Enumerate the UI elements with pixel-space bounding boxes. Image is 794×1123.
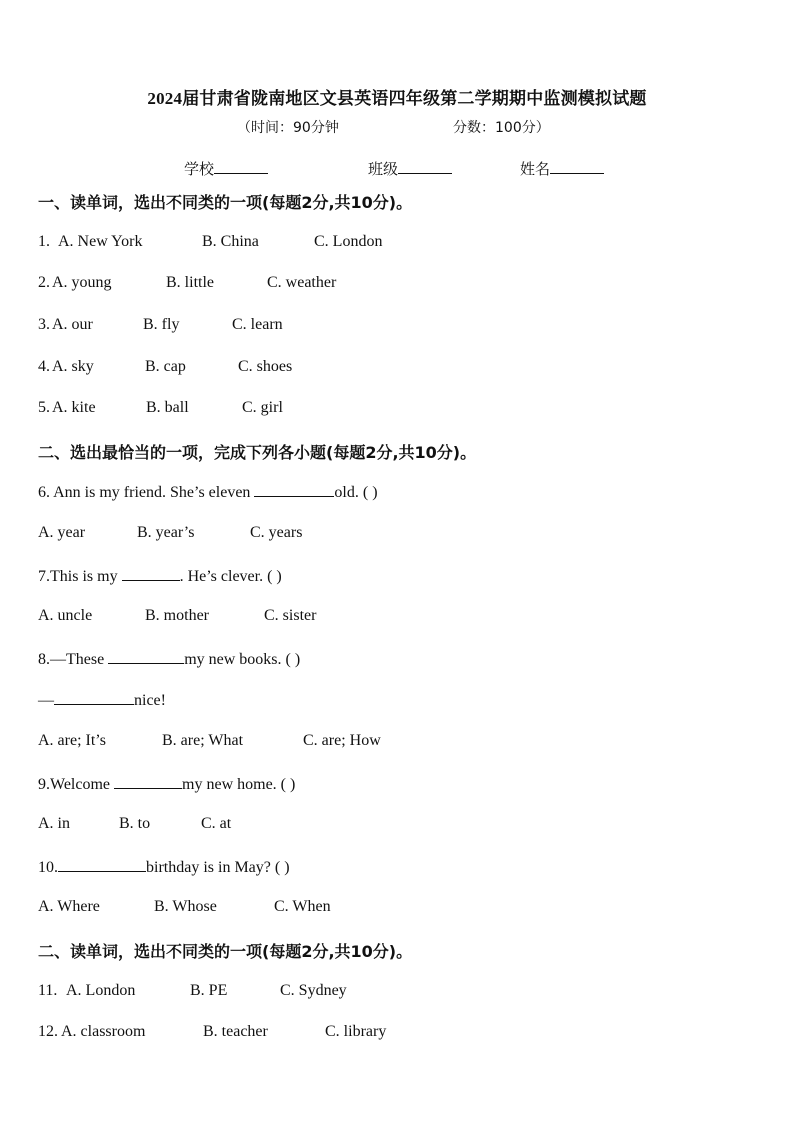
option-b: B. little xyxy=(166,274,214,291)
question-number: 1. xyxy=(38,233,50,250)
option-c: C. at xyxy=(201,815,232,832)
option-c: C. weather xyxy=(267,274,337,291)
question-number: 5. xyxy=(38,399,50,416)
name-blank xyxy=(550,159,604,174)
option-b: B. Whose xyxy=(154,898,217,915)
question-10-options xyxy=(38,898,331,916)
option-c: C. sister xyxy=(264,607,317,624)
question-stem-end: . He’s clever. ( ) xyxy=(179,568,282,585)
option-c: C. girl xyxy=(242,399,283,416)
question-12 xyxy=(38,1023,387,1041)
question-4 xyxy=(38,358,293,376)
option-a: A. are; It’s xyxy=(38,732,106,749)
question-7-options xyxy=(38,607,317,625)
section2-heading: 二、选出最恰当的一项，完成下列各小题(每题2分,共10分)。 xyxy=(38,443,477,462)
option-c: C. London xyxy=(314,233,383,250)
school-field xyxy=(184,158,268,179)
question-number: 11. xyxy=(38,982,58,999)
option-b: B. year’s xyxy=(137,524,195,541)
exam-score: 分数：100分） xyxy=(453,120,550,136)
option-a: A. in xyxy=(38,815,70,832)
option-a: A. year xyxy=(38,524,86,541)
question-stem-end: my new books. ( ) xyxy=(184,651,301,668)
section1-heading: 一、读单词，选出不同类的一项(每题2分,共10分)。 xyxy=(38,193,413,212)
option-c: C. library xyxy=(325,1023,387,1040)
answer-blank xyxy=(54,690,134,705)
class-label: 班级 xyxy=(368,160,399,178)
name-label: 姓名 xyxy=(520,160,551,178)
question-11 xyxy=(38,982,347,1000)
question-9 xyxy=(38,774,295,794)
option-b: B. are; What xyxy=(162,732,244,749)
question-number: 2. xyxy=(38,274,50,291)
question-8 xyxy=(38,649,300,669)
school-label: 学校 xyxy=(184,160,215,178)
exam-time: （时间：90分钟 xyxy=(237,120,339,136)
name-field xyxy=(520,158,604,179)
option-a: A. young xyxy=(52,274,112,291)
option-c: C. are; How xyxy=(303,732,381,749)
class-blank xyxy=(398,159,452,174)
option-b: B. fly xyxy=(143,316,180,333)
option-b: B. teacher xyxy=(203,1023,268,1040)
option-a: A. Where xyxy=(38,898,100,915)
question-stem-start: 8.—These xyxy=(38,651,109,668)
question-stem-start: 7.This is my xyxy=(38,568,122,585)
option-c: C. shoes xyxy=(238,358,293,375)
question-5 xyxy=(38,399,283,417)
page-title: 2024届甘肃省陇南地区文县英语四年级第二学期期中监测模拟试题 xyxy=(147,89,647,108)
option-a: A. our xyxy=(52,316,93,333)
option-a: A. uncle xyxy=(38,607,93,624)
reply-dash: — xyxy=(38,692,54,709)
question-stem-end: my new home. ( ) xyxy=(182,776,296,793)
question-stem-start: 6. Ann is my friend. She’s eleven xyxy=(38,484,255,501)
question-stem-start: 10. xyxy=(38,859,58,876)
school-blank xyxy=(214,159,268,174)
question-8-options xyxy=(38,732,381,750)
question-number: 3. xyxy=(38,316,50,333)
question-6-options xyxy=(38,524,303,542)
question-6 xyxy=(38,482,378,502)
option-c: C. When xyxy=(274,898,331,915)
question-stem-start: 9.Welcome xyxy=(38,776,115,793)
question-stem-end: birthday is in May? ( ) xyxy=(146,859,290,876)
reply-end: nice! xyxy=(134,692,166,709)
answer-blank xyxy=(108,649,184,664)
option-c: C. years xyxy=(250,524,303,541)
option-b: B. mother xyxy=(145,607,209,624)
question-stem-end: old. ( ) xyxy=(334,484,378,501)
answer-blank xyxy=(122,566,180,581)
option-a: A. classroom xyxy=(61,1023,146,1040)
answer-blank xyxy=(58,857,146,872)
class-field xyxy=(368,158,452,179)
answer-blank xyxy=(114,774,182,789)
question-2 xyxy=(38,274,337,292)
option-a: A. London xyxy=(66,982,136,999)
option-c: C. Sydney xyxy=(280,982,347,999)
option-b: B. China xyxy=(202,233,259,250)
question-1 xyxy=(38,233,383,251)
option-c: C. learn xyxy=(232,316,283,333)
question-number: 12. xyxy=(38,1023,58,1040)
section3-heading: 二、读单词，选出不同类的一项(每题2分,共10分)。 xyxy=(38,942,413,961)
question-7 xyxy=(38,566,282,586)
question-3 xyxy=(38,316,283,334)
option-a: A. sky xyxy=(52,358,94,375)
option-b: B. cap xyxy=(145,358,186,375)
answer-blank xyxy=(254,482,334,497)
option-b: B. ball xyxy=(146,399,189,416)
question-10 xyxy=(38,857,290,877)
option-b: B. PE xyxy=(190,982,228,999)
question-9-options xyxy=(38,815,232,833)
option-a: A. New York xyxy=(58,233,143,250)
option-a: A. kite xyxy=(52,399,96,416)
question-number: 4. xyxy=(38,358,50,375)
option-b: B. to xyxy=(119,815,151,832)
question-8-reply xyxy=(38,690,166,710)
